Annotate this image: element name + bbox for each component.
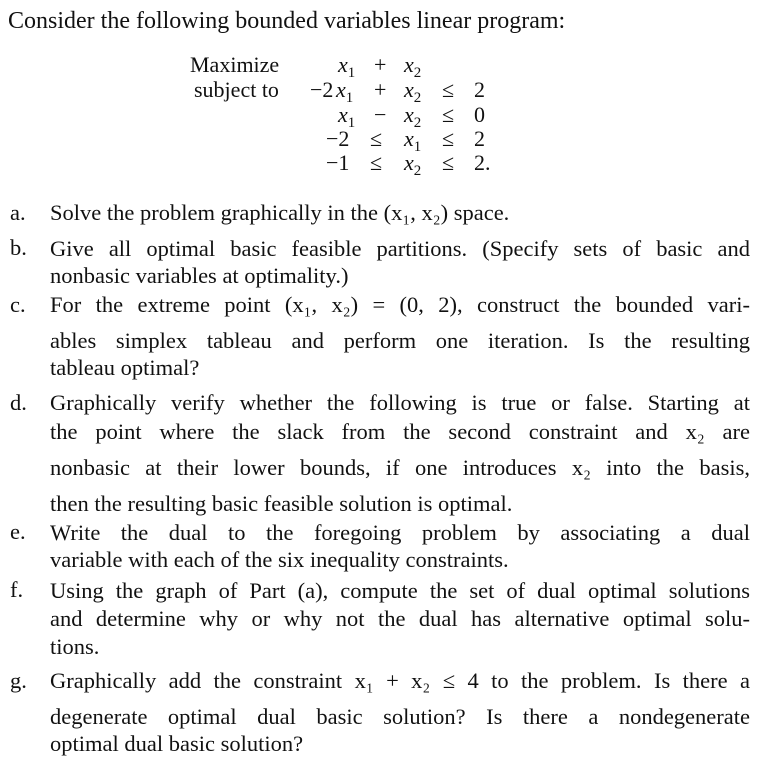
lower-bound: −1 [326, 150, 350, 175]
item-line: ables simplex tableau and perform one iteration. Is the resulting [50, 328, 750, 353]
item-text [50, 519, 750, 573]
rhs: 0 [474, 102, 485, 127]
item-line: Write the dual to the foregoing problem by associating a dual [50, 520, 750, 545]
coefficient: −2 [310, 77, 334, 102]
item-line: Graphically verify whether the following is true or false. Starting at [50, 390, 750, 415]
item-letter: g. [10, 668, 27, 693]
lower-bound: −2 [326, 126, 350, 151]
term: $x_1$ [404, 126, 422, 156]
item-letter: b. [10, 235, 27, 260]
relation: ≤ [442, 77, 455, 102]
item-letter: e. [10, 519, 26, 544]
item-line: Give all optimal basic feasible partitions. (Specify sets of basic and [50, 236, 750, 261]
item-text [50, 200, 750, 226]
operator: + [374, 52, 387, 77]
rhs: 2 [474, 77, 485, 102]
term: $x_2$ [404, 52, 422, 82]
item-text [50, 235, 750, 289]
item-line: optimal dual basic solution? [50, 731, 304, 756]
item-line: For the extreme point (x₁, x₂) = (0, 2), construct the bounded vari- [50, 292, 750, 317]
operator: − [374, 102, 387, 127]
item-line: variable with each of the six inequality constraints. [50, 547, 509, 572]
term: $x_2$ [404, 150, 422, 180]
item-text [50, 668, 750, 757]
term: $x_1$ [336, 77, 354, 107]
term: $x_2$ [404, 102, 422, 132]
relation: ≤ [370, 126, 383, 151]
item-line: nonbasic variables at optimality.) [50, 263, 349, 288]
upper-bound: 2 [474, 126, 485, 151]
upper-bound: 2. [474, 150, 491, 175]
item-line: tableau optimal? [50, 355, 200, 380]
item-letter: f. [10, 577, 24, 602]
item-line: nonbasic at their lower bounds, if one introduces x₂ into the basis, [50, 455, 750, 480]
item-text [50, 577, 750, 661]
item-line: then the resulting basic feasible solution is optimal. [50, 491, 513, 516]
term: $x_1$ [338, 102, 356, 132]
item-line: tions. [50, 634, 100, 659]
subject-to-label: subject to [194, 77, 279, 102]
term: $x_1$ [338, 52, 356, 82]
relation: ≤ [442, 150, 455, 175]
item-letter: c. [10, 292, 26, 317]
item-letter: d. [10, 390, 27, 415]
item-line: and determine why or why not the dual has alternative optimal solu- [50, 606, 750, 631]
item-text [50, 390, 750, 517]
item-line: Using the graph of Part (a), compute the set of dual optimal solutions [50, 578, 750, 603]
term: $x_2$ [404, 77, 422, 107]
item-line: Solve the problem graphically in the (x₁, x₂) space. [50, 200, 510, 225]
relation: ≤ [370, 150, 383, 175]
relation: ≤ [442, 102, 455, 127]
item-text [50, 292, 750, 381]
problem-intro: Consider the following bounded variables linear program: [8, 8, 566, 34]
item-line: the point where the slack from the second constraint and x₂ are [50, 419, 750, 444]
item-line: Graphically add the constraint x₁ + x₂ ≤ 4 to the problem. Is there a [50, 668, 750, 693]
item-letter: a. [10, 200, 26, 225]
item-line: degenerate optimal dual basic solution? Is there a nondegenerate [50, 704, 750, 729]
relation: ≤ [442, 126, 455, 151]
maximize-label: Maximize [190, 52, 280, 77]
operator: + [374, 77, 387, 102]
